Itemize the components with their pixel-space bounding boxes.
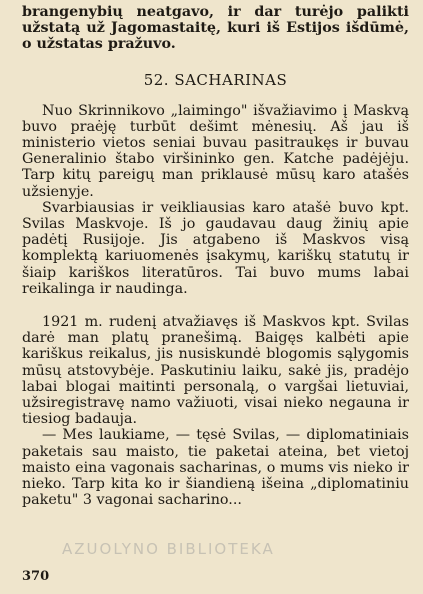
paragraph-4: — Mes laukiame, — tęsė Svilas, — diplomatiniais paketais sau maisto, tie paketai ateina, bet vietoj maisto eina vagonais sacharinas, o mums vis nieko ir nieko. Tarp kita ko ir šiandieną išeina „diplomatiniu paketu" 3 vagonai sacharino... (22, 427, 409, 509)
paragraph-1: Nuo Skrinnikovo „laimingo" išvažiavimo į Maskvą buvo praėję turbūt dešimt mėnesių. Aš jau iš ministerio vietos seniai buvau pasitraukęs ir buvau Generalinio štabo viršininko gen. Katche padėjėju. Tarp kitų pareigų man priklausė mūsų karo atašės užsienyje. (22, 102, 409, 200)
library-watermark: AZUOLYNO BIBLIOTEKA (62, 540, 275, 558)
chapter-heading: 52. SACHARINAS (143, 70, 288, 89)
paragraph-2: Svarbiausias ir veikliausias karo atašė buvo kpt. Svilas Maskvoje. Iš jo gaudavau daug žinių apie padėtį Rusijoje. Jis atgabeno iš Maskvos visą komplektą kariuomenės įsakymų, kariškų statutų ir šiaip kariškos literatūros. Tai buvo mums labai reikalinga ir naudinga. (22, 199, 409, 297)
paragraph-3: 1921 m. rudenį atvažiavęs iš Maskvos kpt. Svilas darė man platų pranešimą. Baigęs kalbėti apie kariškus reikalus, jis nusiskundė blogomis sąlygomis mūsų atstovybėje. Paskutiniu laiku, sakė jis, pradėjo labai blogai maitinti personalą, o vargšai lietuviai, užsiregistravę namo važiuoti, visai nieko negauna ir tiesiog badauja. (22, 314, 409, 428)
paragraph-gap (22, 297, 409, 314)
continuation-paragraph: brangenybių neatgavo, ir dar turėjo palikti užstatą už Jagomastaitę, kuri iš Estijos išdūmė, o užstatas pražuvo. (22, 4, 409, 53)
page-number: 370 (22, 569, 50, 584)
